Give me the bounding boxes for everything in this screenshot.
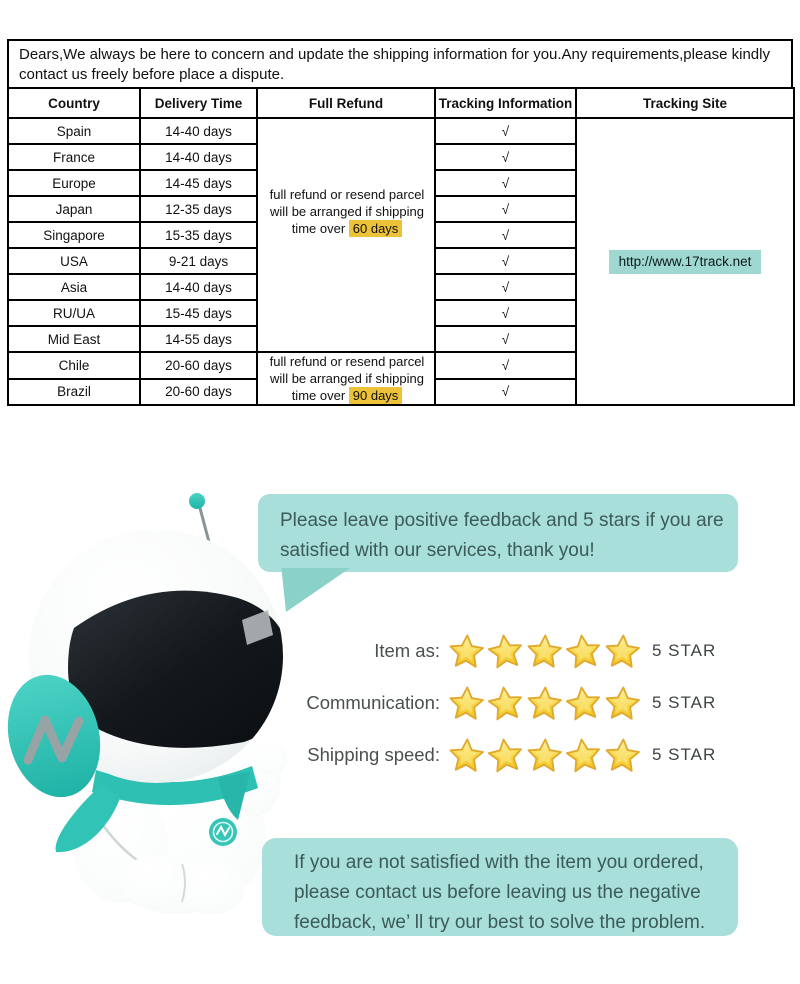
delivery-time-cell: 12-35 days [140, 196, 257, 222]
tracking-check-cell: √ [435, 196, 576, 222]
refund-days-highlight: 60 days [349, 220, 403, 237]
star-icon [447, 736, 486, 775]
tracking-check-cell: √ [435, 379, 576, 406]
delivery-time-cell: 14-55 days [140, 326, 257, 352]
feedback-bubble-line2: satisfied with our services, thank you! [280, 540, 595, 561]
country-cell: USA [8, 248, 140, 274]
column-header-full-refund: Full Refund [257, 88, 435, 118]
tracking-site-cell [576, 118, 794, 405]
delivery-time-cell: 15-35 days [140, 222, 257, 248]
feedback-speech-bubble [258, 494, 738, 572]
rating-label: Shipping speed: [307, 744, 440, 765]
rating-stars [448, 737, 643, 774]
delivery-time-cell: 14-45 days [140, 170, 257, 196]
delivery-time-cell: 9-21 days [140, 248, 257, 274]
delivery-time-cell: 14-40 days [140, 144, 257, 170]
country-cell: Asia [8, 274, 140, 300]
delivery-time-cell: 20-60 days [140, 352, 257, 379]
shipping-notice-line1: Dears,We always be here to concern and update the shipping information for you.Any requirements,please kindly [19, 46, 770, 63]
country-cell: Spain [8, 118, 140, 144]
delivery-time-cell: 14-40 days [140, 118, 257, 144]
shipping-notice-line2: contact us freely before place a dispute. [19, 66, 285, 83]
star-icon [485, 630, 526, 671]
refund-cell [257, 118, 435, 352]
tracking-check-cell: √ [435, 118, 576, 144]
delivery-time-cell: 20-60 days [140, 379, 257, 406]
feedback-bubble-line1: Please leave positive feedback and 5 stars if you are [280, 510, 724, 531]
star-icon [563, 682, 604, 723]
star-icon [563, 734, 604, 775]
country-cell: Mid East [8, 326, 140, 352]
country-cell: Brazil [8, 379, 140, 406]
star-icon [485, 682, 526, 723]
tracking-check-cell: √ [435, 170, 576, 196]
rating-row [250, 685, 740, 721]
delivery-time-cell: 15-45 days [140, 300, 257, 326]
star-icon [525, 632, 564, 671]
country-cell: Japan [8, 196, 140, 222]
rating-label: Communication: [306, 692, 440, 713]
tracking-check-cell: √ [435, 326, 576, 352]
rating-stars [448, 633, 643, 670]
shipping-notice [7, 39, 793, 92]
rating-row [250, 737, 740, 773]
rating-stars [448, 685, 643, 722]
country-cell: Singapore [8, 222, 140, 248]
star-icon [603, 684, 642, 723]
country-cell: Europe [8, 170, 140, 196]
refund-cell [257, 352, 435, 405]
rating-row [250, 633, 740, 669]
tracking-check-cell: √ [435, 248, 576, 274]
rating-label: Item as: [374, 640, 440, 661]
rating-note: 5 STAR [652, 641, 717, 660]
tracking-check-cell: √ [435, 300, 576, 326]
rating-note: 5 STAR [652, 693, 717, 712]
rating-note: 5 STAR [652, 745, 717, 764]
table-header-row [8, 88, 794, 118]
dispute-note-box [262, 838, 738, 936]
delivery-time-cell: 14-40 days [140, 274, 257, 300]
star-icon [603, 632, 642, 671]
table-row [8, 118, 794, 144]
refund-text-before: full refund or resend parcel will be arranged if shipping time over [269, 354, 425, 403]
star-icon [525, 684, 564, 723]
dispute-note-line1: If you are not satisfied with the item you ordered, [294, 852, 704, 873]
dispute-note-line3: feedback, we’ ll try our best to solve the problem. [294, 912, 706, 933]
ratings-block [250, 633, 740, 789]
tracking-check-cell: √ [435, 144, 576, 170]
star-icon [563, 630, 604, 671]
country-cell: Chile [8, 352, 140, 379]
country-cell: RU/UA [8, 300, 140, 326]
tracking-check-cell: √ [435, 352, 576, 379]
refund-text [258, 186, 434, 237]
shipping-table [7, 87, 795, 406]
star-icon [603, 736, 642, 775]
column-header-tracking-site: Tracking Site [576, 88, 794, 118]
column-header-tracking-information: Tracking Information [435, 88, 576, 118]
refund-days-highlight: 90 days [349, 387, 403, 404]
dispute-note-line2: please contact us before leaving us the negative [294, 882, 701, 903]
country-cell: France [8, 144, 140, 170]
robot-chest-badge [209, 818, 237, 846]
star-icon [485, 734, 526, 775]
shipping-table-body [8, 118, 794, 405]
column-header-delivery-time: Delivery Time [140, 88, 257, 118]
refund-text [258, 353, 434, 404]
column-header-country: Country [8, 88, 140, 118]
star-icon [447, 632, 486, 671]
star-icon [525, 736, 564, 775]
tracking-site-link[interactable]: http://www.17track.net [609, 250, 762, 274]
tracking-check-cell: √ [435, 274, 576, 300]
star-icon [447, 684, 486, 723]
tracking-check-cell: √ [435, 222, 576, 248]
refund-text-before: full refund or resend parcel will be arranged if shipping time over [269, 186, 425, 236]
